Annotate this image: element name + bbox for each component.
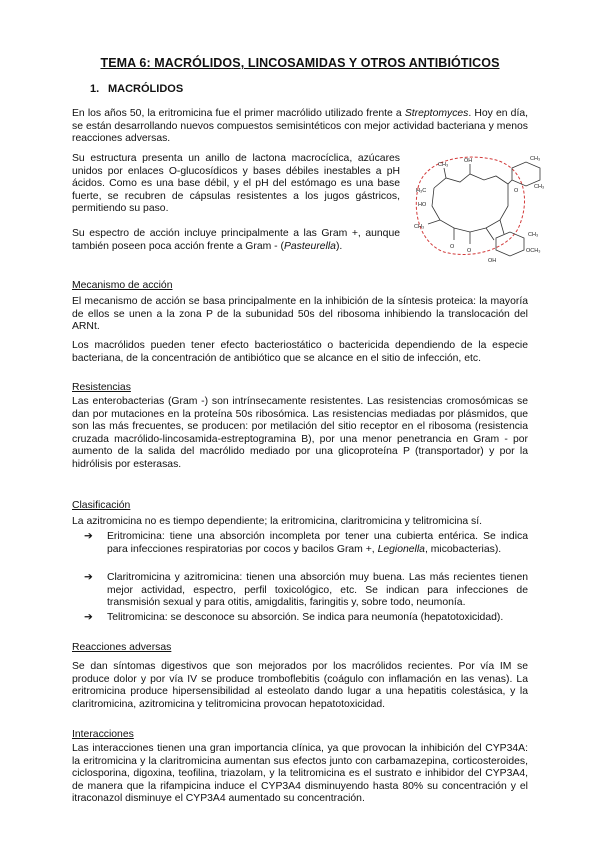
mol-label: CH₃ — [534, 184, 545, 190]
mol-label: O — [450, 244, 455, 250]
section-heading-text: MACRÓLIDOS — [108, 83, 184, 95]
heading-interacciones: Interacciones — [72, 729, 134, 740]
arrow-bullet-icon: ➔ — [84, 612, 93, 623]
molecule-labels — [414, 156, 544, 264]
mol-label: OH — [488, 258, 497, 264]
spectrum-paragraph — [72, 228, 400, 253]
text-run: Eritromicina: tiene una absorción incompleta por tener una cubierta entérica. Se indica para infecciones respiratorias por cocos y bacilos Gram +, — [107, 531, 528, 555]
italic-run: Pasteurella — [283, 240, 336, 252]
list-item-claritromicina — [84, 572, 528, 610]
mol-label: OCH₃ — [526, 248, 541, 254]
italic-run: Legionella — [377, 543, 425, 555]
list-item-telitromicina — [84, 612, 528, 625]
list-item-text — [107, 531, 528, 556]
arrow-bullet-icon: ➔ — [84, 572, 93, 583]
mol-label: CH₃ — [414, 224, 425, 230]
mol-label: O — [467, 248, 472, 254]
interacciones-paragraph: Las interacciones tienen una gran importancia clínica, ya que provocan la inhibición del CYP34A: la eritromicina y la claritromicina aumentan sus efectos junto con carbamazepina, corticosteroides, ciclosporina, digoxina, teofilina, triazolam, y la telitromicina es el sustrato e inhibidor del CYP3A4, de manera que la rifampicina induce el CYP3A4 disminuyendo hasta 80% su concentración y el itraconazol disminuye el CYP3A4 aumentado su concentración. — [72, 743, 528, 805]
mol-label: CH₃ — [528, 232, 539, 238]
text-run: ). — [335, 240, 343, 252]
mecanismo-paragraph-2: Los macrólidos pueden tener efecto bacteriostático o bactericida dependiendo de la especie bacteriana, de la concentración de antibiótico que se alcance en el sitio de infección, etc. — [72, 340, 528, 364]
list-item-text: Telitromicina: se desconoce su absorción. Se indica para neumonía (hepatotoxicidad). — [107, 612, 504, 623]
text-run: En los años 50, la eritromicina fue el primer macrólido utilizado frente a — [72, 108, 405, 119]
heading-clasificacion: Clasificación — [72, 500, 131, 511]
text-run: , micobacterias). — [424, 543, 502, 555]
section-number: 1. — [90, 83, 100, 95]
mol-label: O — [514, 188, 519, 194]
macrolide-structure-figure — [404, 148, 552, 266]
molecule-bonds — [428, 162, 540, 256]
text-run: Su espectro de acción incluye principalmente a las Gram +, aunque también poseen poca acción frente a Gram - ( — [72, 228, 400, 252]
italic-run: Streptomyces — [404, 108, 469, 119]
resistencias-paragraph: Las enterobacterias (Gram -) son intrínsecamente resistentes. Las resistencias cromosómicas se dan por mutaciones en la proteína 50s ribosómica. Las resistencias mediadas por plásmidos, que son las más frecuentes, se producen: por metilación del sitio receptor en el ribosoma (resistencia cruzada macrólido-lincosamida-estreptogramina B), por una menor penetrancia en Gram - por aumento de la salida del macrólido mediado por una glicoproteína P (transportador) y por la hidrólisis por esterasas. — [72, 396, 528, 470]
clasificacion-intro: La azitromicina no es tiempo dependiente; la eritromicina, claritromicina y telitromicina sí. — [72, 516, 483, 527]
heading-mecanismo: Mecanismo de acción — [72, 280, 173, 291]
mol-label: HO — [418, 202, 427, 208]
heading-reacciones: Reacciones adversas — [72, 642, 172, 653]
heading-resistencias: Resistencias — [72, 382, 131, 393]
mol-label: OH — [464, 158, 473, 164]
arrow-bullet-icon: ➔ — [84, 531, 93, 542]
mecanismo-paragraph-1: El mecanismo de acción se basa principalmente en la inhibición de la síntesis proteica: la mayoría de ellos se unen a la zona P de la subunidad 50s del ribosoma inhibiendo la translocación del ARNt. — [72, 296, 528, 333]
text-run: . Hoy en día, se están desarrollando nuevos compuestos semisintéticos con mejor actividad bacteriana y menos reacciones adversas. — [72, 108, 528, 145]
mol-label: H₃C — [416, 188, 427, 194]
intro-paragraph — [72, 108, 528, 146]
page-title: TEMA 6: MACRÓLIDOS, LINCOSAMIDAS Y OTROS ANTIBIÓTICOS — [100, 56, 500, 70]
mol-label: CH₃ — [530, 156, 541, 162]
mol-label: CH₃ — [438, 162, 449, 168]
list-item-text: Claritromicina y azitromicina: tienen una absorción muy buena. Las más recientes tienen mejor actividad, espectro, perfil toxicológico, etc. Se indican para infecciones de transmisión sexual y para otitis, amigdalitis, faringitis y, sobre todo, neumonía. — [107, 572, 528, 609]
reacciones-paragraph: Se dan síntomas digestivos que son mejorados por los macrólidos recientes. Por vía IM se produce dolor y por vía IV se produce tromboflebitis (coágulo con inflamación en las venas). La eritromicina produce hipersensibilidad al esteolato dando lugar a una hepatitis colestásica, y la claritromicina, azitromicina y telitromicina provocan hepatotoxicidad. — [72, 661, 528, 710]
section-heading-macrolidos — [90, 83, 183, 95]
structure-paragraph: Su estructura presenta un anillo de lactona macrocíclica, azúcares unidos por enlaces O-glucosídicos y bases débiles inestables a pH ácidos. Como es una base débil, y el pH del estómago es una base fuerte, se recubren de cápsulas resistentes a los jugos gástricos, permitiendo su paso. — [72, 153, 400, 215]
list-item-eritromicina — [84, 531, 528, 556]
